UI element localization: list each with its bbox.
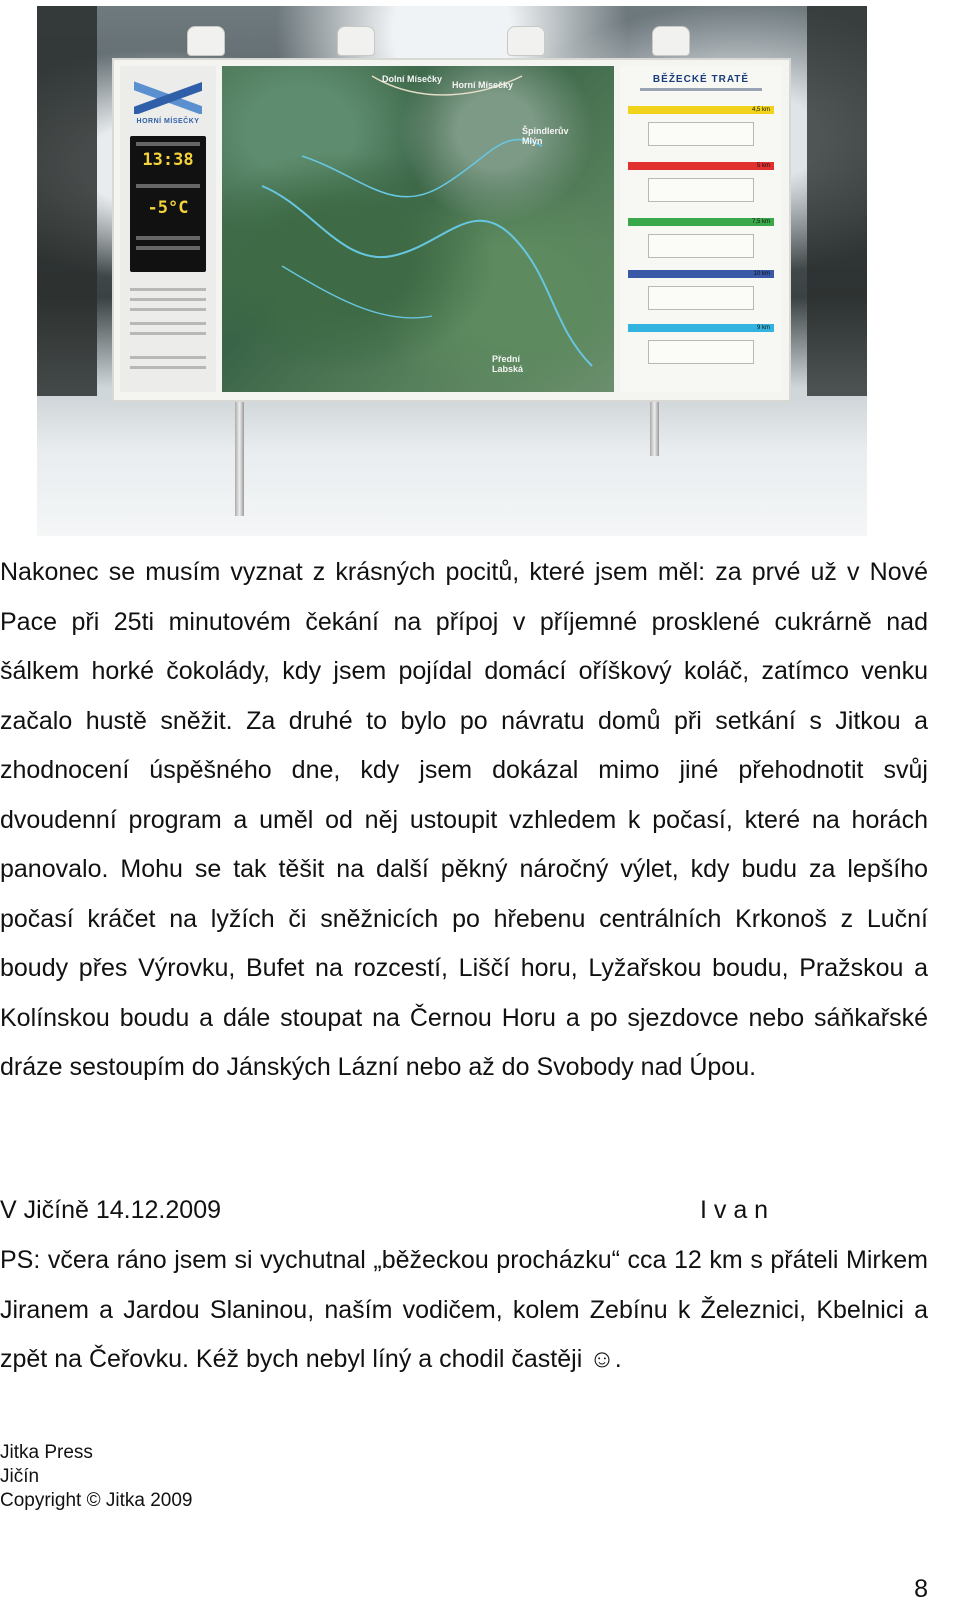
- author-signature: I v a n: [700, 1196, 769, 1224]
- postscript: PS: včera ráno jsem si vychutnal „běžeckou procházku“ cca 12 km s přáteli Mirkem Jiranem a Jardou Slaninou, naším vodičem, kolem Zebínu k Železnici, Kbelnici a zpět na Čeřovku. Kéž bych nebyl líný a chodil častěji ☺.: [0, 1246, 928, 1373]
- board-lamp: [652, 26, 690, 56]
- elevation-profile: [648, 340, 754, 364]
- board-lamp: [187, 26, 225, 56]
- led-clock: 13:38: [142, 150, 194, 170]
- trail-bar-red: [628, 162, 774, 170]
- board-lamp: [507, 26, 545, 56]
- trail-bar-cyan: [628, 324, 774, 332]
- map-label: Špindlerův Mlýn: [522, 126, 569, 146]
- article-paragraph: Nakonec se musím vyznat z krásných pocitů, které jsem měl: za prvé už v Nové Pace při 25ti minutovém čekání na přípoj v příjemné prosklené cukrárně nad šálkem horké čokolády, kdy jsem pojídal domácí oříškový koláč, zatímco venku začalo hustě sněžit. Za druhé to bylo po návratu domů při setkání s Jitkou a zhodnocení úspěšného dne, kdy jsem dokázal mimo jiné přehodnotit svůj dvoudenní program a uměl od něj ustoupit vzhledem k počasí, které na horách panovalo. Mohu se tak těšit na další pěkný náročný výlet, kdy budu za lepšího počasí kráčet na lyžích či sněžnicích po hřebenu centrálních Krkonoš z Luční boudy přes Výrovku, Bufet na rozcestí, Liščí horu, Lyžařskou boudu, Pražskou a Kolínskou boudu a dále stoupat na Černou Horu a po sjezdovce nebo sáňkařské dráze sestoupím do Jánských Lázní nebo až do Svobody nad Úpou.: [0, 558, 928, 1081]
- elevation-profile: [648, 122, 754, 146]
- ski-trail-board-photo: [37, 6, 867, 536]
- tree-right: [807, 6, 867, 426]
- elevation-profile: [648, 178, 754, 202]
- board-info-panel: [120, 66, 216, 392]
- map-label: Dolní Mísečky: [382, 74, 443, 84]
- page-number: 8: [914, 1575, 928, 1603]
- trail-lines: [222, 66, 614, 392]
- trail-legend: [620, 66, 782, 392]
- board-logo-text: HORNÍ MÍSEČKY: [136, 118, 200, 125]
- sign-post: [235, 386, 244, 516]
- trail-map: [222, 66, 614, 392]
- footer-city: Jičín: [0, 1466, 40, 1487]
- map-label: Přední Labská: [492, 354, 524, 374]
- footer-copyright: Copyright © Jitka 2009: [0, 1490, 193, 1511]
- footer-publisher: Jitka Press: [0, 1442, 93, 1463]
- place-date: V Jičíně 14.12.2009: [0, 1196, 221, 1224]
- elevation-profile: [648, 234, 754, 258]
- trail-bar-blue: [628, 270, 774, 278]
- trail-distance: 7,5 km: [751, 219, 770, 225]
- trail-distance: 10 km: [753, 271, 770, 277]
- information-board: [112, 58, 791, 402]
- elevation-profile: [648, 286, 754, 310]
- trail-distance: 9 km: [756, 325, 770, 331]
- snow-ground: [37, 396, 867, 536]
- led-display: [130, 136, 206, 272]
- board-lamp: [337, 26, 375, 56]
- trail-distance: 5 km: [756, 163, 770, 169]
- map-label: Horní Mísečky: [452, 80, 514, 90]
- trail-bar-yellow: [628, 106, 774, 114]
- led-temperature: -5°C: [147, 198, 189, 218]
- trail-distance: 4,5 km: [751, 107, 770, 113]
- trail-bar-green: [628, 218, 774, 226]
- mountain-logo-icon: [134, 80, 202, 114]
- legend-title: BĚŽECKÉ TRATĚ: [652, 74, 750, 85]
- tree-left: [37, 6, 97, 406]
